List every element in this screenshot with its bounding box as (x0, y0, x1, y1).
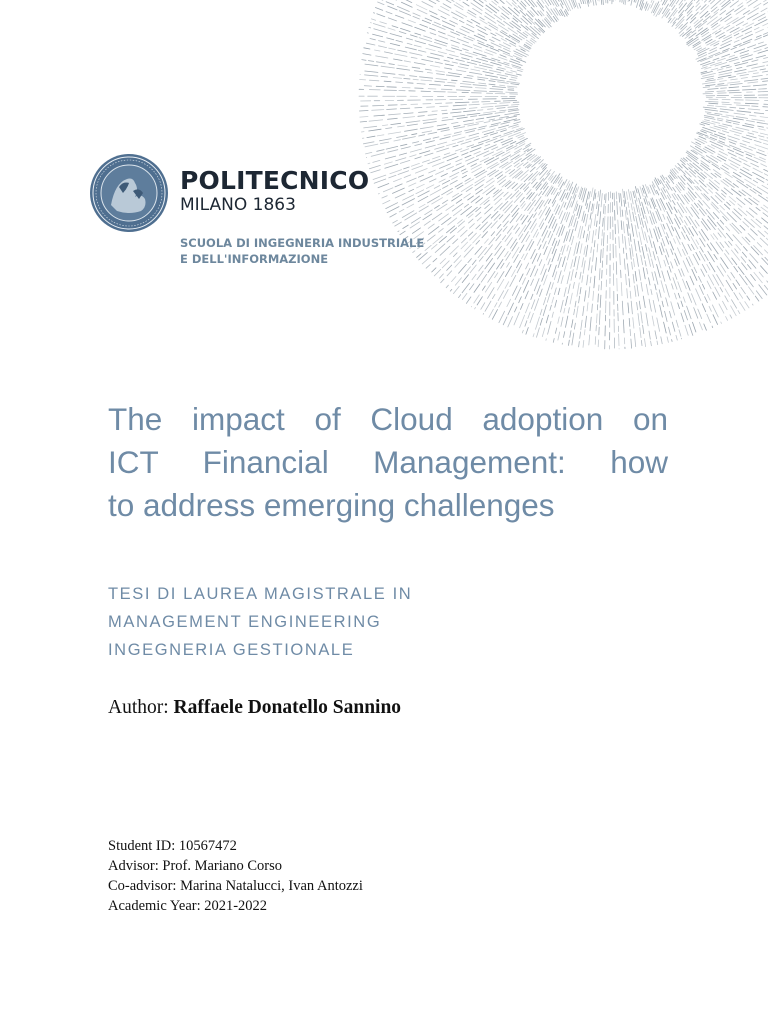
school-name (180, 236, 424, 267)
school-name-line: SCUOLA DI INGEGNERIA INDUSTRIALE (180, 236, 425, 250)
degree-program (108, 580, 412, 664)
advisor: Advisor: Prof. Mariano Corso (108, 858, 282, 874)
title-line: to address emerging challenges (108, 487, 555, 523)
institution-name: POLITECNICO (180, 166, 370, 195)
thesis-details (108, 836, 363, 916)
academic-year: Academic Year: 2021-2022 (108, 898, 268, 914)
thesis-title (108, 398, 668, 527)
title-line: The impact of Cloud adoption on (108, 401, 668, 437)
degree-line: INGEGNERIA GESTIONALE (108, 641, 355, 659)
degree-line: MANAGEMENT ENGINEERING (108, 613, 382, 631)
author-label: Author: (108, 697, 169, 718)
institution-subtitle: MILANO 1863 (180, 195, 296, 215)
co-advisor: Co-advisor: Marina Natalucci, Ivan Antozzi (108, 878, 363, 894)
author-name: Raffaele Donatello Sannino (173, 697, 402, 718)
degree-line: TESI DI LAUREA MAGISTRALE IN (108, 585, 413, 603)
school-name-line: E DELL'INFORMAZIONE (180, 251, 329, 266)
title-line: ICT Financial Management: how (108, 444, 668, 480)
university-seal-icon (89, 153, 169, 233)
student-id: Student ID: 10567472 (108, 838, 237, 854)
author-line (108, 697, 401, 719)
